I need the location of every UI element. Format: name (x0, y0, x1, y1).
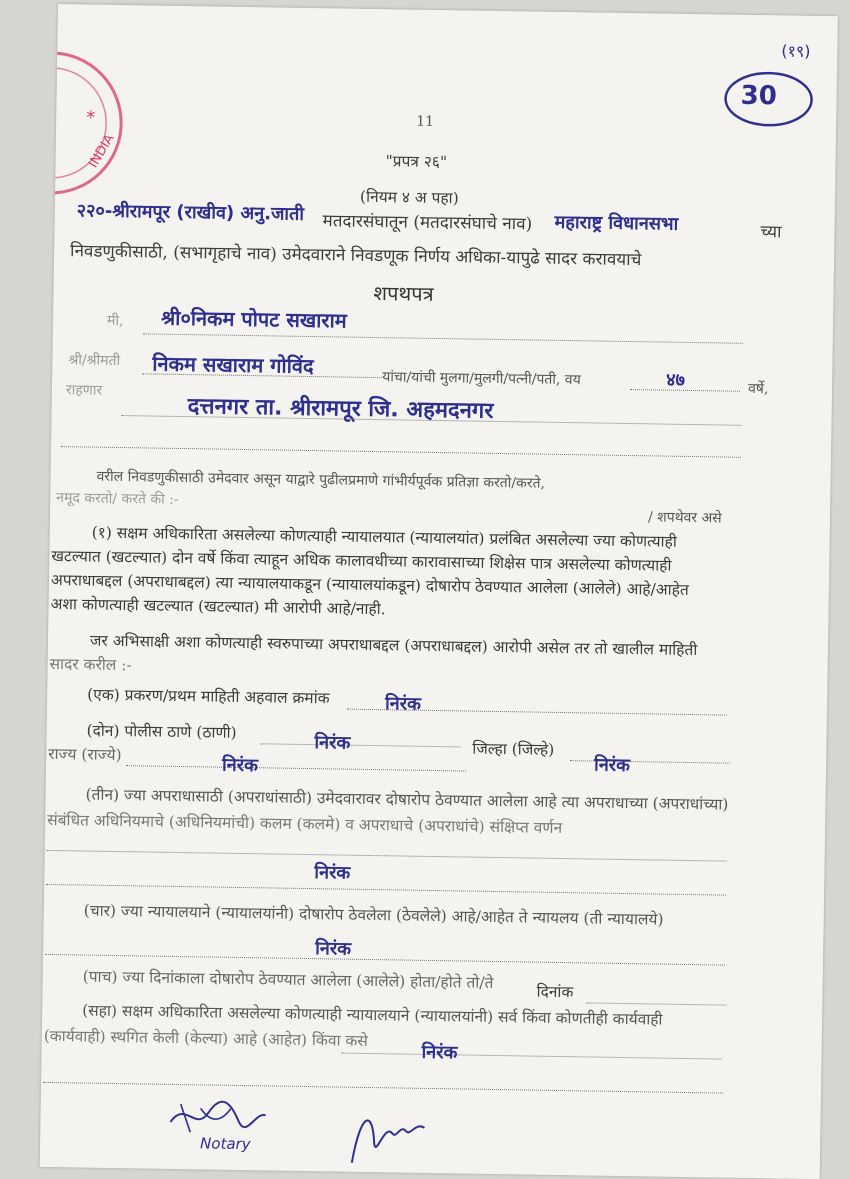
rule-reference: (नियम ४ अ पहा) (359, 187, 459, 208)
candidate-name: श्री०निकम पोपट सखाराम (160, 305, 347, 333)
mi-label: मी, (106, 312, 124, 330)
age-unit: वर्षे, (747, 380, 769, 398)
form-title: "प्रपत्र २६" (385, 152, 448, 172)
declaration-line1-end: / शपथेवर असे (647, 509, 722, 527)
item-teen-line1: (तीन) ज्या अपराधासाठी (अपराधांसाठी) उमेदवारावर दोषारोप ठेवण्यात आलेला आहे त्या अपराधाच्या (अपराधांच्या) (85, 785, 729, 814)
candidate-signature-icon (340, 1103, 451, 1175)
circled-number: 30 (740, 80, 778, 112)
declaration-line2: नमूद करतो/ करते की :- (56, 490, 179, 508)
svg-text:*: * (86, 107, 96, 129)
clause-if-line2: सादर करील :- (49, 654, 132, 675)
intro-line1-end: च्या (760, 222, 782, 243)
declaration-line1: वरील निवडणुकीसाठी उमेदवार असून याद्वारे पुढीलप्रमाणे गांभीर्यपूर्वक प्रतिज्ञा करतो/करते, (96, 468, 546, 492)
address-value: दत्तनगर ता. श्रीरामपूर जि. अहमदनगर (187, 394, 494, 424)
document-title: शपथपत्र (373, 280, 434, 306)
father-label: श्री/श्रीमती (68, 352, 121, 370)
state-label: राज्य (राज्ये) (48, 744, 122, 765)
official-seal-icon (40, 27, 148, 209)
father-name: निकम सखाराम गोविंद (152, 351, 314, 379)
district-label: जिल्हा (जिल्हे) (472, 739, 555, 759)
affidavit-page (40, 4, 838, 1179)
item-teen-value: निरंक (314, 862, 351, 884)
item-saha-line1: (सहा) सक्षम अधिकारिता असलेल्या कोणत्याही न्यायालयाने (न्यायालयांनी) सर्व किंवा कोणतीही कार्यवाही (82, 1001, 663, 1029)
clause1-line4: अशा कोणत्याही खटल्यात (खटल्यात) मी आरोपी आहे/नाही. (50, 594, 386, 619)
page-number: 11 (416, 113, 435, 130)
clause-if-line1: जर अभिसाक्षी अशा कोणत्याही स्वरुपाच्या अपराधाबद्दल (अपराधाबद्दल) आरोपी असेल तर तो खालील माहिती (89, 631, 698, 660)
date-label: दिनांक (536, 982, 574, 1002)
item-char-line: (चार) ज्या न्यायालयाने (न्यायालयांनी) दोषारोप ठेवलेला (ठेवलेले) आहे/आहेत ते न्यायलय (ती न्यायालये) (83, 901, 664, 929)
intro-line1: मतदारसंघातून (मतदारसंघाचे नाव) (322, 211, 533, 235)
item-paach-line: (पाच) ज्या दिनांकाला दोषारोप ठेवण्यात आलेला (आलेले) होता/होते तो/ते (82, 967, 494, 992)
item-don-label: (दोन) पोलीस ठाणे (ठाणी) (86, 721, 237, 742)
age-value: ४७ (666, 369, 686, 391)
item-ek-value: निरंक (384, 693, 422, 715)
constituency-handwritten: २२०-श्रीरामपूर (राखीव) अनु.जाती (76, 200, 305, 225)
clause1-line3: अपराधाबद्दल (अपराधाबद्दल) त्या न्यायालयाकडून (न्यायालयांकडून) दोषारोप ठेवण्यात आलेला (आलेले) आहे/आहेत (50, 570, 689, 599)
notary-label: Notary (199, 1134, 251, 1154)
district-value: निरंक (593, 754, 631, 777)
seal-text: INDIA (85, 131, 118, 171)
item-teen-line2: संबंधित अधिनियमाचे (अधिनियमांची) कलम (कलमे) व अपराधाचे (अपराधांचे) संक्षिप्त वर्णन (47, 810, 563, 838)
intro-line2: निवडणुकीसाठी, (सभागृहाचे नाव) उमेदवाराने निवडणूक निर्णय अधिका-यापुढे सादर करावयाचे (69, 241, 642, 271)
item-saha-line2: (कार्यवाही) स्थगित केली (केल्या) आहे (आहेत) किंवा कसे (43, 1026, 368, 1050)
notary-signature-icon (160, 1092, 281, 1164)
relation-text: यांचा/यांची मुलगा/मुलगी/पत्नी/पती, वय (382, 369, 581, 389)
item-ek-label: (एक) प्रकरण/प्रथम माहिती अहवाल क्रमांक (87, 685, 330, 708)
item-char-value: निरंक (315, 938, 352, 960)
clause1-line1: (१) सक्षम अधिकारिता असलेल्या कोणत्याही न्यायालयात (न्यायालयांत) प्रलंबित असलेल्या ज्या कोणत्याही (91, 523, 678, 551)
candidate-signature-text (370, 1159, 372, 1160)
item-don-value: निरंक (314, 732, 351, 754)
residence-label: राहणार (65, 382, 103, 399)
item-saha-value: निरंक (421, 1041, 458, 1064)
top-right-number: (१९) (781, 41, 811, 61)
clause1-line2: खटल्यात (खटल्यात) दोन वर्षे किंवा त्याहून अधिक कालावधीच्या कारावासाच्या शिक्षेस पात्र असलेल्या कोणत्याही (51, 546, 672, 575)
assembly-handwritten: महाराष्ट्र विधानसभा (554, 211, 679, 235)
state-value: निरंक (221, 754, 259, 777)
